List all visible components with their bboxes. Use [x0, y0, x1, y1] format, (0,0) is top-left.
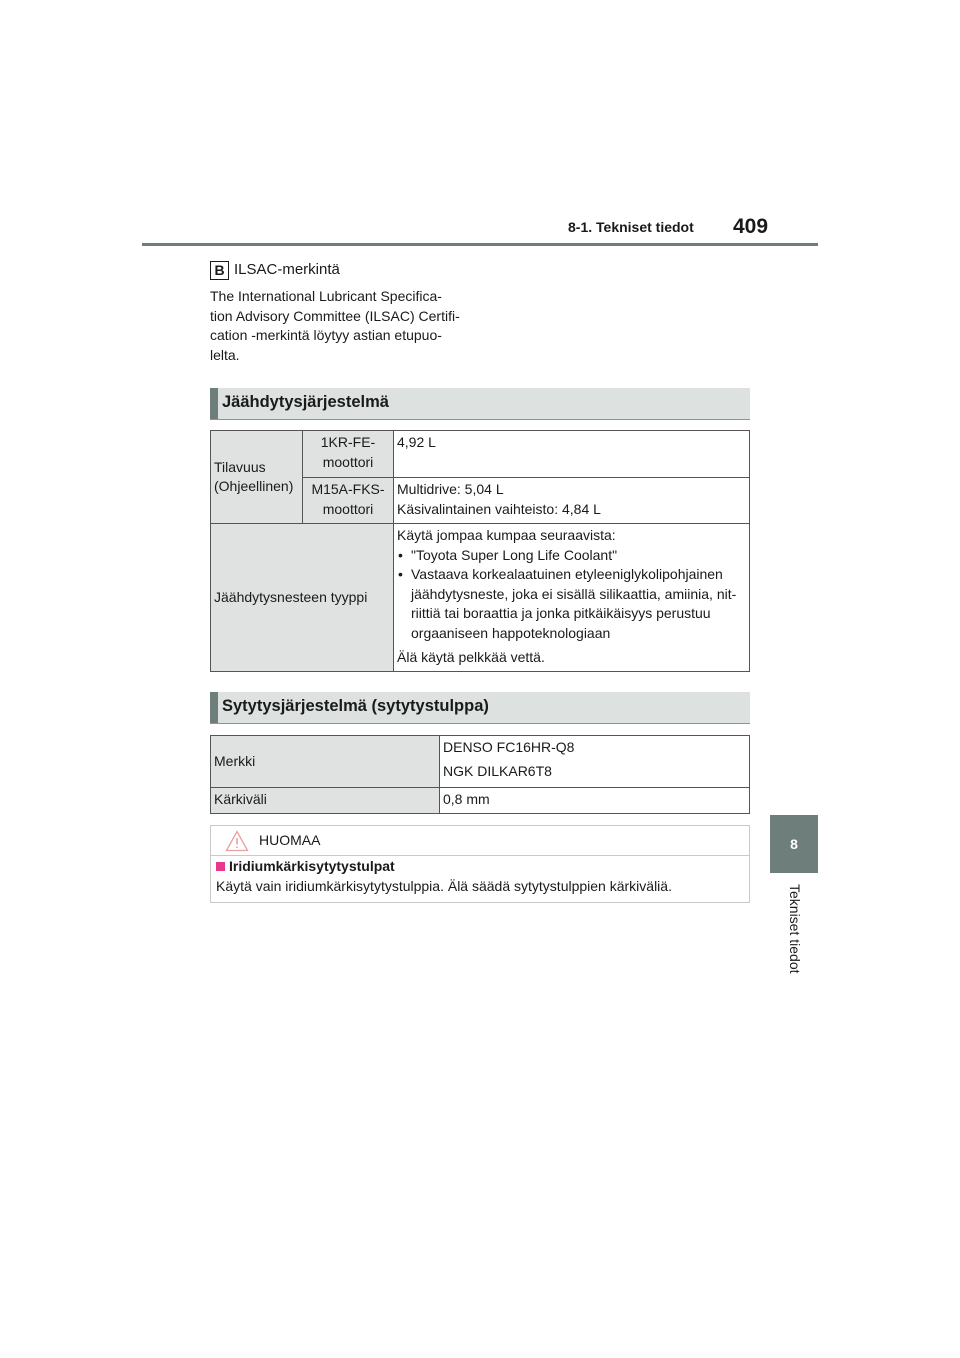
coolant-value: [394, 524, 750, 672]
chapter-tab: 8: [770, 815, 818, 873]
coolant-options: [397, 546, 746, 644]
notice-square-icon: [216, 862, 225, 871]
page-number: 409: [733, 215, 769, 238]
section-bar: [210, 692, 218, 723]
notice-header: [211, 826, 749, 856]
ignition-title: Sytytysjärjestelmä (sytytystulppa): [222, 697, 489, 715]
ignition-section-title: [210, 692, 750, 724]
header-rule: [142, 243, 818, 246]
notice-subheading: Iridiumkärkisytytystulpat: [229, 858, 395, 874]
engine1-value: 4,92 L: [394, 431, 750, 478]
capacity-label: Tilavuus (Ohjeellinen): [211, 431, 303, 524]
engine1-label: 1KR-FE- moottori: [303, 431, 394, 478]
engine2-value: Multidrive: 5,04 L Käsivalintainen vaihteisto: 4,84 L: [394, 478, 750, 524]
engine2-label: M15A-FKS- moottori: [303, 478, 394, 524]
marker-b: B: [210, 261, 229, 280]
warning-icon: [225, 830, 249, 852]
gap-label: Kärkiväli: [211, 788, 440, 814]
coolant-intro: Käytä jompaa kumpaa seuraavista:: [397, 527, 616, 543]
coolant-note: Älä käytä pelkkää vettä.: [397, 649, 545, 665]
notice-text: Käytä vain iridiumkärkisytytystulppia. Älä säädä sytytystulppien kärkiväliä.: [216, 878, 672, 894]
brand-value: [440, 736, 750, 788]
coolant-option: • "Toyota Super Long Life Coolant": [411, 546, 746, 566]
brand-value-ngk: NGK DILKAR6T8: [443, 762, 552, 779]
chapter-label: Tekniset tiedot: [787, 884, 803, 974]
ilsac-heading: ILSAC-merkintä: [234, 261, 340, 278]
header-section: 8-1. Tekniset tiedot: [568, 219, 694, 235]
section-bar: [210, 388, 218, 419]
coolant-option: • Vastaava korkealaatuinen etyleeniglykolipohjainen jäähdytysneste, joka ei sisällä silikaattia, amiinia, nit-riittiä tai boraattia ja jonka pitkäikäisyys perustuu orgaaniseen happoteknologiaan: [411, 565, 746, 643]
brand-value-denso: DENSO FC16HR-Q8: [443, 739, 575, 755]
ilsac-body: The International Lubricant Specifica- tion Advisory Committee (ILSAC) Certifi- cation -merkintä löytyy astian etupuo- lelta.: [210, 288, 460, 363]
cooling-table: [210, 430, 750, 672]
notice-box: [210, 825, 750, 903]
gap-value: 0,8 mm: [440, 788, 750, 814]
brand-label: Merkki: [211, 736, 440, 788]
cooling-title: Jäähdytysjärjestelmä: [222, 393, 389, 411]
notice-label: HUOMAA: [259, 832, 321, 848]
cooling-section-title: [210, 388, 750, 420]
ignition-table: [210, 735, 750, 814]
coolant-label: Jäähdytysnesteen tyyppi: [211, 524, 394, 672]
